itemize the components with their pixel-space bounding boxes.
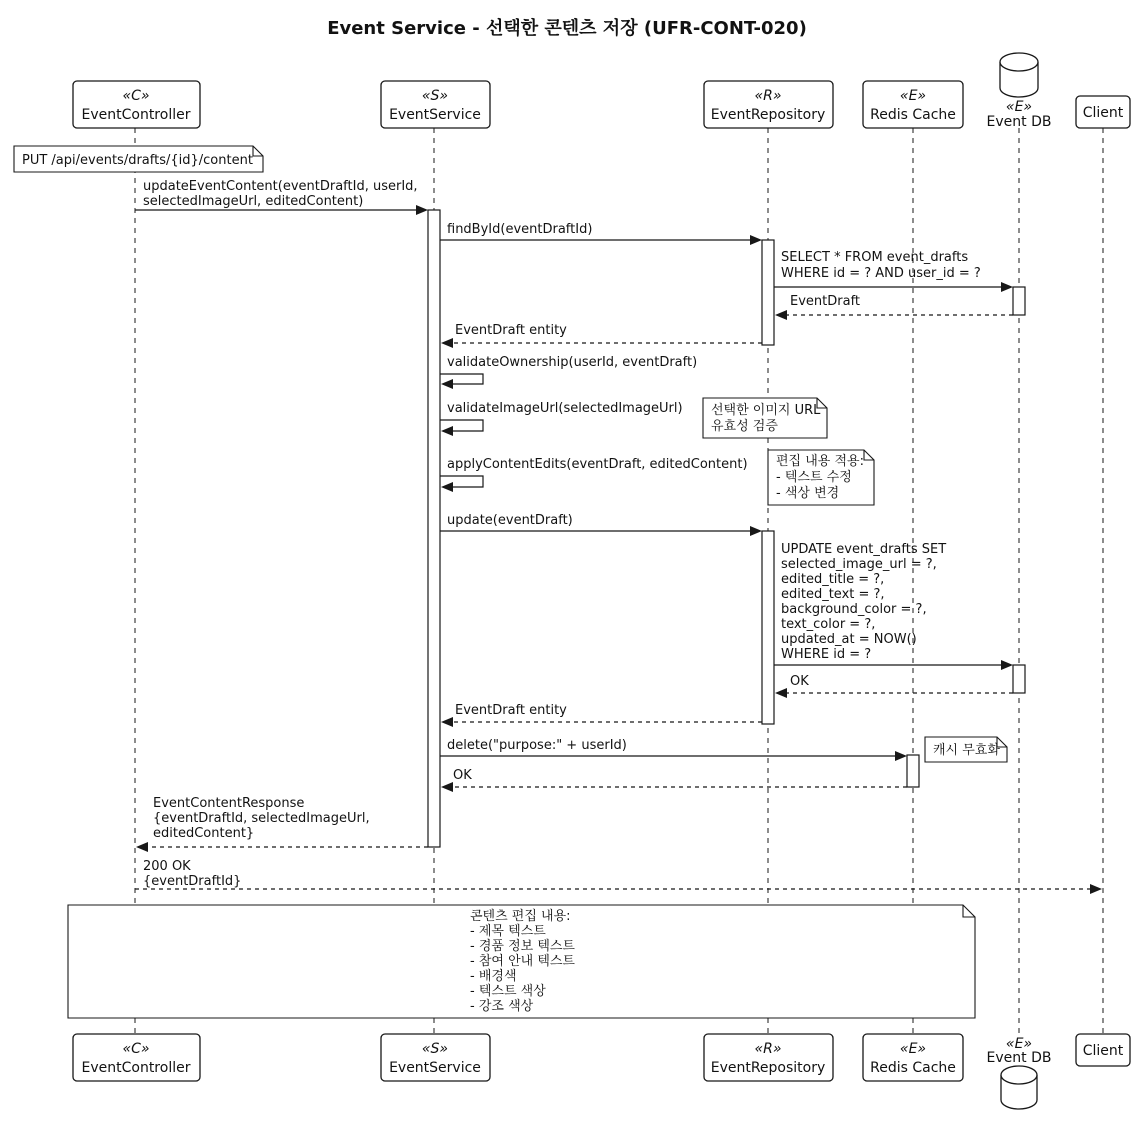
message-select-sql: [774, 250, 1013, 292]
svg-text:EventRepository: EventRepository: [710, 107, 826, 123]
message-update: [440, 513, 762, 536]
participant-client-bottom: [1076, 1034, 1130, 1066]
svg-text:- 텍스트 색상: - 텍스트 색상: [470, 984, 546, 999]
svg-text:Client: Client: [1082, 105, 1124, 121]
message-ok-db: [775, 674, 1013, 698]
svg-text:{eventDraftId, selectedImageUr: {eventDraftId, selectedImageUrl,: [153, 811, 370, 826]
svg-text:- 제목 텍스트: - 제목 텍스트: [470, 924, 546, 939]
svg-text:update(eventDraft): update(eventDraft): [447, 513, 573, 528]
svg-text:EventController: EventController: [81, 107, 191, 123]
svg-text:캐시 무효화: 캐시 무효화: [933, 743, 1000, 758]
svg-text:WHERE id = ? AND user_id = ?: WHERE id = ? AND user_id = ?: [781, 266, 981, 281]
svg-text:EventContentResponse: EventContentResponse: [153, 796, 305, 811]
message-event-draft-return: [775, 294, 1013, 320]
message-update-sql: [774, 542, 1013, 670]
svg-text:«S»: «S»: [421, 1041, 449, 1057]
message-http-response: [135, 859, 1102, 894]
svg-text:EventService: EventService: [389, 1060, 481, 1076]
svg-text:- 참여 안내 텍스트: - 참여 안내 텍스트: [470, 954, 575, 969]
message-event-draft-entity-2: [441, 703, 762, 727]
svg-text:- 텍스트 수정: - 텍스트 수정: [776, 470, 852, 485]
svg-text:{eventDraftId}: {eventDraftId}: [143, 874, 242, 889]
participant-event-controller-top: [73, 81, 200, 128]
message-find-by-id: [440, 222, 762, 245]
note-endpoint-text: PUT /api/events/drafts/{id}/content: [22, 153, 253, 168]
svg-text:유효성 검증: 유효성 검증: [711, 419, 778, 434]
svg-text:updateEventContent(eventDraftI: updateEventContent(eventDraftId, userId,: [143, 179, 418, 194]
database-icon-top: [1000, 53, 1038, 71]
participant-event-service-bottom: [381, 1034, 490, 1081]
participant-event-service-top: [381, 81, 490, 128]
svg-text:text_color = ?,: text_color = ?,: [781, 617, 876, 632]
svg-text:«C»: «C»: [122, 88, 150, 104]
svg-text:validateOwnership(userId, even: validateOwnership(userId, eventDraft): [447, 355, 698, 370]
svg-text:edited_title = ?,: edited_title = ?,: [781, 572, 885, 587]
svg-text:편집 내용 적용:: 편집 내용 적용:: [776, 454, 864, 469]
svg-text:EventDraft entity: EventDraft entity: [455, 323, 567, 338]
svg-text:EventController: EventController: [81, 1060, 191, 1076]
participant-redis-cache-top: [863, 81, 963, 128]
svg-text:selectedImageUrl, editedConten: selectedImageUrl, editedContent): [143, 194, 364, 209]
svg-text:«R»: «R»: [754, 1041, 782, 1057]
svg-text:UPDATE event_drafts SET: UPDATE event_drafts SET: [781, 542, 947, 557]
svg-text:«C»: «C»: [122, 1041, 150, 1057]
svg-text:updated_at = NOW(): updated_at = NOW(): [781, 632, 917, 647]
svg-text:- 경품 정보 텍스트: - 경품 정보 텍스트: [470, 939, 575, 954]
svg-text:Redis Cache: Redis Cache: [870, 1060, 956, 1076]
note-summary: [68, 905, 975, 1018]
activation-event-repository-2: [762, 531, 774, 724]
diagram-title: Event Service - 선택한 콘텐츠 저장 (UFR-CONT-020): [327, 18, 807, 39]
svg-text:콘텐츠 편집 내용:: 콘텐츠 편집 내용:: [470, 909, 571, 924]
svg-text:WHERE id = ?: WHERE id = ?: [781, 647, 872, 662]
svg-text:OK: OK: [453, 768, 472, 783]
message-response: [136, 796, 428, 852]
participant-redis-cache-bottom: [863, 1034, 963, 1081]
svg-text:SELECT * FROM event_drafts: SELECT * FROM event_drafts: [781, 250, 969, 265]
svg-text:edited_text = ?,: edited_text = ?,: [781, 587, 885, 602]
svg-text:EventDraft: EventDraft: [790, 294, 861, 309]
message-apply-content-edits: [440, 457, 748, 492]
activation-event-service: [428, 210, 440, 847]
participant-event-repository-bottom: [704, 1034, 833, 1081]
svg-text:200 OK: 200 OK: [143, 859, 191, 874]
database-icon-top: [1001, 1066, 1037, 1084]
message-event-draft-entity-1: [441, 323, 762, 348]
message-ok-cache: [441, 768, 907, 792]
svg-text:EventService: EventService: [389, 107, 481, 123]
note-image-validation: [703, 398, 827, 438]
activation-event-db-1: [1013, 287, 1025, 315]
svg-text:findById(eventDraftId): findById(eventDraftId): [447, 222, 593, 237]
svg-text:applyContentEdits(eventDraft,: applyContentEdits(eventDraft, editedContent): [447, 457, 748, 472]
participant-event-db-bottom: [987, 1036, 1052, 1109]
svg-text:editedContent}: editedContent}: [153, 826, 255, 841]
svg-text:selected_image_url = ?,: selected_image_url = ?,: [781, 557, 937, 572]
svg-text:«R»: «R»: [754, 88, 782, 104]
svg-text:EventRepository: EventRepository: [710, 1060, 826, 1076]
svg-text:«S»: «S»: [421, 88, 449, 104]
svg-text:delete("purpose:" + userId): delete("purpose:" + userId): [447, 738, 627, 753]
svg-text:- 색상 변경: - 색상 변경: [776, 486, 840, 501]
svg-text:validateImageUrl(selectedImage: validateImageUrl(selectedImageUrl): [447, 401, 683, 416]
svg-text:EventDraft entity: EventDraft entity: [455, 703, 567, 718]
svg-text:Client: Client: [1082, 1043, 1124, 1059]
svg-text:«E»: «E»: [1005, 99, 1033, 115]
svg-text:«E»: «E»: [899, 88, 927, 104]
message-delete-cache: [440, 738, 907, 761]
participant-event-controller-bottom: [73, 1034, 200, 1081]
svg-text:Redis Cache: Redis Cache: [870, 107, 956, 123]
activation-event-repository-1: [762, 240, 774, 345]
note-endpoint: [14, 146, 263, 172]
participant-client-top: [1076, 96, 1130, 128]
svg-text:- 배경색: - 배경색: [470, 969, 517, 984]
note-content-edit: [768, 450, 874, 505]
activation-event-db-2: [1013, 665, 1025, 693]
message-update-event-content: [135, 179, 428, 215]
svg-text:Event DB: Event DB: [986, 114, 1052, 130]
svg-text:«E»: «E»: [899, 1041, 927, 1057]
participant-event-repository-top: [704, 81, 833, 128]
message-validate-ownership: [440, 355, 697, 389]
message-validate-image-url: [440, 401, 683, 436]
svg-text:- 강조 색상: - 강조 색상: [470, 999, 534, 1014]
note-cache-invalidation: [925, 737, 1007, 762]
svg-text:«E»: «E»: [1005, 1036, 1033, 1052]
svg-text:선택한 이미지 URL: 선택한 이미지 URL: [711, 403, 821, 418]
svg-text:OK: OK: [790, 674, 809, 689]
svg-text:background_color = ?,: background_color = ?,: [781, 602, 927, 617]
svg-text:Event DB: Event DB: [986, 1050, 1052, 1066]
activation-redis-cache: [907, 755, 919, 787]
participant-event-db-top: [987, 53, 1052, 130]
